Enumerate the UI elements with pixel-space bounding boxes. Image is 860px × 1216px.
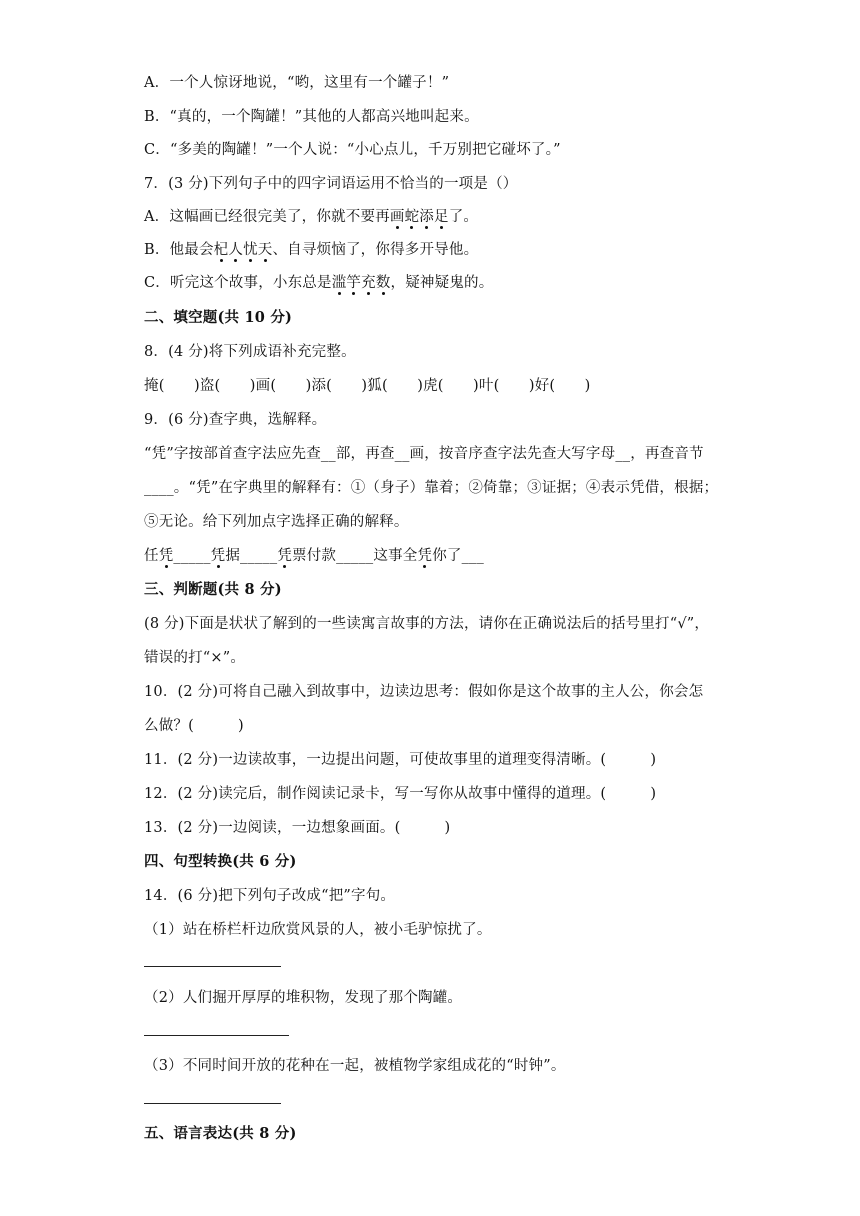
section-3-intro-2: 错误的打“×”。 bbox=[144, 650, 246, 666]
section-2-title: 二、填空题(共 10 分) bbox=[144, 309, 293, 326]
q8-blanks: 掩( )盗( )画( )添( )狐( )虎( )叶( )好( ) bbox=[144, 378, 591, 394]
q7-option-b bbox=[144, 240, 478, 260]
q9-line-3: ⑤无论。给下列加点字选择正确的解释。 bbox=[144, 514, 409, 530]
q10-line-1: 10．(2 分)可将自己融入到故事中，边读边思考：假如你是这个故事的主人公，你会怎 bbox=[144, 684, 704, 700]
dotted-char: 滥 bbox=[331, 275, 347, 291]
q12: 12．(2 分)读完后，制作阅读记录卡，写一写你从故事中懂得的道理。( ) bbox=[144, 786, 657, 802]
dotted-char: 数 bbox=[375, 275, 391, 291]
q11: 11．(2 分)一边读故事，一边提出问题，可使故事里的道理变得清晰。( ) bbox=[144, 752, 657, 768]
q7-option-a-tail: 了。 bbox=[448, 209, 479, 225]
dotted-char: 竽 bbox=[346, 275, 362, 291]
q9-item-blank: 票付款_____ bbox=[292, 548, 374, 564]
q9-line-1: “凭”字按部首查字法应先查__部，再查__画，按音序查字法先查大写字母__，再查音节 bbox=[144, 446, 704, 462]
dotted-char: 足 bbox=[433, 209, 449, 225]
q9-item-blank: 据_____ bbox=[225, 548, 278, 564]
q9-item-pre: 这事全 bbox=[373, 548, 418, 564]
dotted-char: 凭 bbox=[277, 548, 293, 564]
dotted-char: 添 bbox=[419, 209, 434, 225]
q7-option-c-text: C．听完这个故事，小东总是 bbox=[144, 275, 332, 291]
q7-option-a bbox=[144, 207, 478, 227]
q7-option-b-tail: 、自寻烦恼了，你得多开导他。 bbox=[272, 242, 479, 258]
q14-sentence-3: （3）不同时间开放的花种在一起，被植物学家组成花的“时钟”。 bbox=[144, 1058, 566, 1074]
q14-sentence-2: （2）人们掘开厚厚的堆积物，发现了那个陶罐。 bbox=[144, 990, 463, 1006]
q7-option-c bbox=[144, 273, 493, 293]
answer-line[interactable] bbox=[144, 1035, 289, 1036]
q6-option-c: C．“多美的陶罐！”一个人说：“小心点儿，千万别把它碰坏了。” bbox=[144, 142, 561, 158]
dotted-char: 充 bbox=[361, 275, 376, 291]
q9-stem: 9．(6 分)查字典，选解释。 bbox=[144, 412, 327, 428]
q7-option-b-text: B．他最会 bbox=[144, 242, 214, 258]
q9-item-blank: _____ bbox=[173, 548, 211, 564]
q9-item-pre: 任 bbox=[144, 548, 159, 564]
dotted-char: 天 bbox=[257, 242, 273, 258]
dotted-char: 画 bbox=[389, 209, 405, 225]
q9-item-blank: 你了___ bbox=[432, 548, 484, 564]
section-5-title: 五、语言表达(共 8 分) bbox=[144, 1125, 297, 1142]
section-3-intro-1: (8 分)下面是状状了解到的一些读寓言故事的方法，请你在正确说法后的括号里打“√”， bbox=[144, 616, 710, 632]
answer-line[interactable] bbox=[144, 1103, 281, 1104]
section-3-title: 三、判断题(共 8 分) bbox=[144, 581, 282, 598]
q9-line-2: ____。“凭”在字典里的解释有：①（身子）靠着；②倚靠；③证据；④表示凭借，根据； bbox=[144, 480, 719, 496]
q6-option-a: A．一个人惊讶地说，“哟，这里有一个罐子！” bbox=[144, 75, 450, 91]
q9-items bbox=[144, 546, 484, 566]
q7-option-c-tail: ，疑神疑鬼的。 bbox=[390, 275, 494, 291]
dotted-char: 忧 bbox=[243, 242, 258, 258]
dotted-char: 凭 bbox=[158, 548, 174, 564]
q7-option-a-text: A．这幅画已经很完美了，你就不要再 bbox=[144, 209, 390, 225]
q7-stem: 7．(3 分)下列句子中的四字词语运用不恰当的一项是（） bbox=[144, 176, 518, 192]
q13: 13．(2 分)一边阅读，一边想象画面。( ) bbox=[144, 820, 451, 836]
answer-line[interactable] bbox=[144, 966, 281, 967]
q10-line-2: 么做？( ) bbox=[144, 718, 244, 734]
q14-stem: 14．(6 分)把下列句子改成“把”字句。 bbox=[144, 888, 396, 904]
dotted-char: 蛇 bbox=[404, 209, 420, 225]
q6-option-b: B．“真的，一个陶罐！”其他的人都高兴地叫起来。 bbox=[144, 109, 479, 125]
dotted-char: 凭 bbox=[210, 548, 226, 564]
dotted-char: 人 bbox=[228, 242, 244, 258]
q8-stem: 8．(4 分)将下列成语补充完整。 bbox=[144, 344, 356, 360]
q14-sentence-1: （1）站在桥栏杆边欣赏风景的人，被小毛驴惊扰了。 bbox=[144, 922, 492, 938]
dotted-char: 杞 bbox=[213, 242, 229, 258]
section-4-title: 四、句型转换(共 6 分) bbox=[144, 853, 297, 870]
dotted-char: 凭 bbox=[417, 548, 433, 564]
